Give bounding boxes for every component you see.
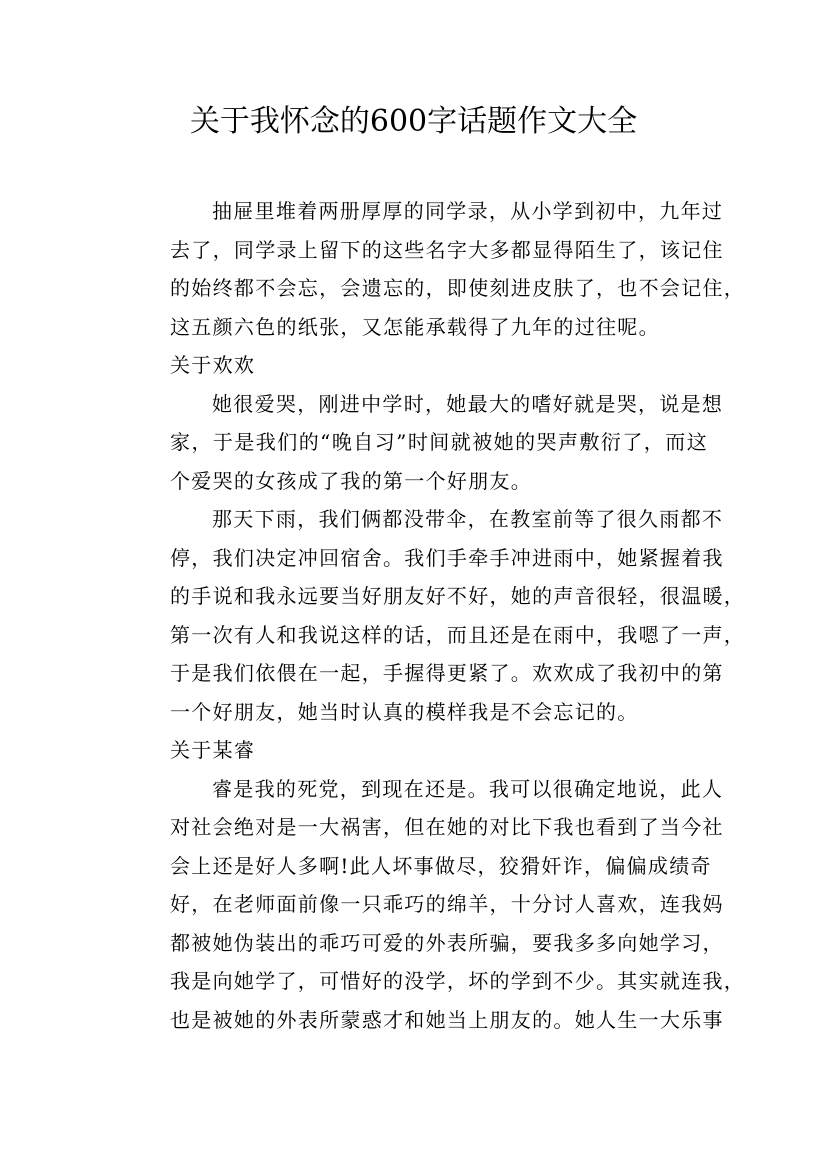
text-line: 睿是我的死党，到现在还是。我可以很确定地说，此人 [212,776,724,801]
text-line: 于是我们依偎在一起，手握得更紧了。欢欢成了我初中的第 [170,661,724,685]
text-line: 对社会绝对是一大祸害，但在她的对比下我也看到了当今社 [170,815,724,839]
text-line: 抽屉里堆着两册厚厚的同学录，从小学到初中，九年过 [212,199,724,223]
text-line: 也是被她的外表所蒙惑才和她当上朋友的。她人生一大乐事 [170,1007,724,1032]
text-line: 家，于是我们的“晚自习”时间就被她的哭声敷衍了，而这 [170,430,708,454]
section-heading: 关于欢欢 [170,353,256,377]
text-line: 都被她伪装出的乖巧可爱的外表所骗，要我多多向她学习， [170,930,724,955]
text-line: 我是向她学了，可惜好的没学，坏的学到不少。其实就连我， [170,969,746,993]
text-line: 会上还是好人多啊!此人坏事做尽，狡猾奸诈，偏偏成绩奇 [170,853,712,878]
text-line: 好，在老师面前像一只乖巧的绵羊，十分讨人喜欢，连我妈 [170,892,724,916]
document-body [128,192,746,1039]
body-paragraph [128,500,746,731]
text-line: 的手说和我永远要当好朋友好不好，她的声音很轻，很温暖， [170,584,746,608]
text-line: 个爱哭的女孩成了我的第一个好朋友。 [170,468,533,493]
text-line: 那天下雨，我们俩都没带伞，在教室前等了很久雨都不 [212,507,724,531]
text-line: 第一次有人和我说这样的话，而且还是在雨中，我嗯了一声， [170,622,746,647]
section-heading: 关于某睿 [170,738,256,762]
text-line: 的始终都不会忘，会遗忘的，即使刻进皮肤了，也不会记住， [170,276,746,300]
text-line: 停，我们决定冲回宿舍。我们手牵手冲进雨中，她紧握着我 [170,545,724,570]
text-line: 去了，同学录上留下的这些名字大多都显得陌生了，该记住 [170,237,724,262]
body-paragraph [128,385,724,501]
text-line: 一个好朋友，她当时认真的模样我是不会忘记的。 [170,699,639,724]
document-title: 关于我怀念的600字话题作文大全 [189,104,638,139]
body-paragraph [128,770,746,1040]
text-line: 她很爱哭，刚进中学时，她最大的嗜好就是哭，说是想 [212,391,724,416]
text-line: 这五颜六色的纸张，又怎能承载得了九年的过往呢。 [170,314,660,339]
body-paragraph [128,192,746,346]
